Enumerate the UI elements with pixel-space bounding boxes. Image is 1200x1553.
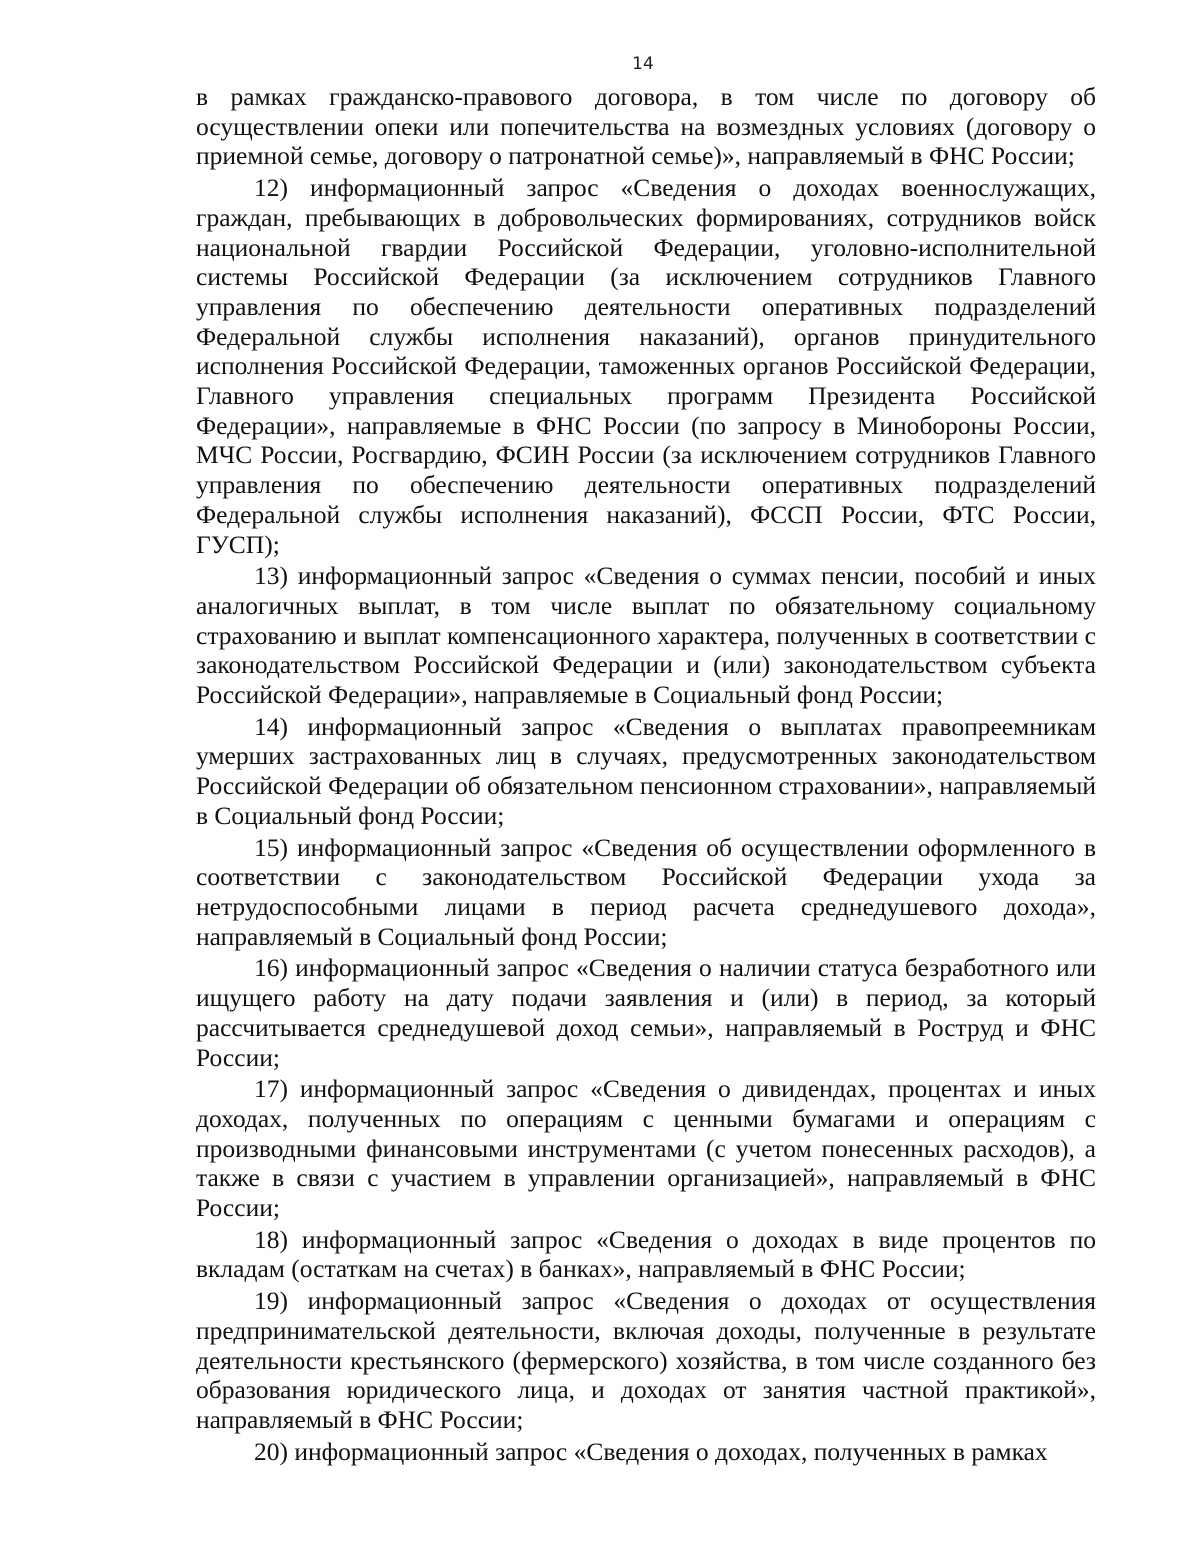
paragraph-item-13: 13) информационный запрос «Сведения о суммах пенсии, пособий и иных аналогичных выплат, в том числе выплат по обязательному социальному страхованию и выплат компенсационного характера, полученных в соответствии с законодательством Российской Федерации и (или) законодательством субъекта Российской Федерации», направляемые в Социальный фонд России;: [196, 561, 1096, 710]
paragraph-item-12: 12) информационный запрос «Сведения о доходах военнослужащих, граждан, пребывающих в добровольческих формированиях, сотрудников войск национальной гвардии Российской Федерации, уголовно-исполнительной системы Российской Федерации (за исключением сотрудников Главного управления по обеспечению деятельности оперативных подразделений Федеральной службы исполнения наказаний), органов принудительного исполнения Российской Федерации, таможенных органов Российской Федерации, Главного управления специальных программ Президента Российской Федерации», направляемые в ФНС России (по запросу в Минобороны России, МЧС России, Росгвардию, ФСИН России (за исключением сотрудников Главного управления по обеспечению деятельности оперативных подразделений Федеральной службы исполнения наказаний), ФССП России, ФТС России, ГУСП);: [196, 173, 1096, 559]
paragraph-item-20: 20) информационный запрос «Сведения о доходах, полученных в рамках: [254, 1436, 1048, 1466]
paragraph-item-17: 17) информационный запрос «Сведения о дивидендах, процентах и иных доходах, полученных по операциям с ценными бумагами и операциям с производными финансовыми инструментами (с учетом понесенных расходов), а также в связи с участием в управлении организацией», направляемый в ФНС России;: [196, 1074, 1096, 1223]
paragraph-item-16: 16) информационный запрос «Сведения о наличии статуса безработного или ищущего работу на дату подачи заявления и (или) в период, за который рассчитывается среднедушевой доход семьи», направляемый в Роструд и ФНС России;: [196, 953, 1096, 1072]
paragraph-item-18: 18) информационный запрос «Сведения о доходах в виде процентов по вкладам (остаткам на счетах) в банках», направляемый в ФНС России;: [196, 1224, 1096, 1284]
paragraph-item-14: 14) информационный запрос «Сведения о выплатах правопреемникам умерших застрахованных лиц в случаях, предусмотренных законодательством Российской Федерации об обязательном пенсионном страховании», направляемый в Социальный фонд России;: [196, 711, 1096, 830]
document-body: [196, 82, 1096, 1466]
paragraph-item-15: 15) информационный запрос «Сведения об осуществлении оформленного в соответствии с законодательством Российской Федерации ухода за нетрудоспособными лицами в период расчета среднедушевого дохода», направляемый в Социальный фонд России;: [196, 832, 1096, 951]
paragraph-continuation: в рамках гражданско-правового договора, в том числе по договору об осуществлении опеки или попечительства на возмездных условиях (договору о приемной семье, договору о патронатной семье)», направляемый в ФНС России;: [196, 82, 1096, 171]
paragraph-item-19: 19) информационный запрос «Сведения о доходах от осуществления предпринимательской деятельности, включая доходы, полученные в результате деятельности крестьянского (фермерского) хозяйства, в том числе созданного без образования юридического лица, и доходах от занятия частной практикой», направляемый в ФНС России;: [196, 1286, 1096, 1434]
page-number: 14: [632, 54, 654, 74]
